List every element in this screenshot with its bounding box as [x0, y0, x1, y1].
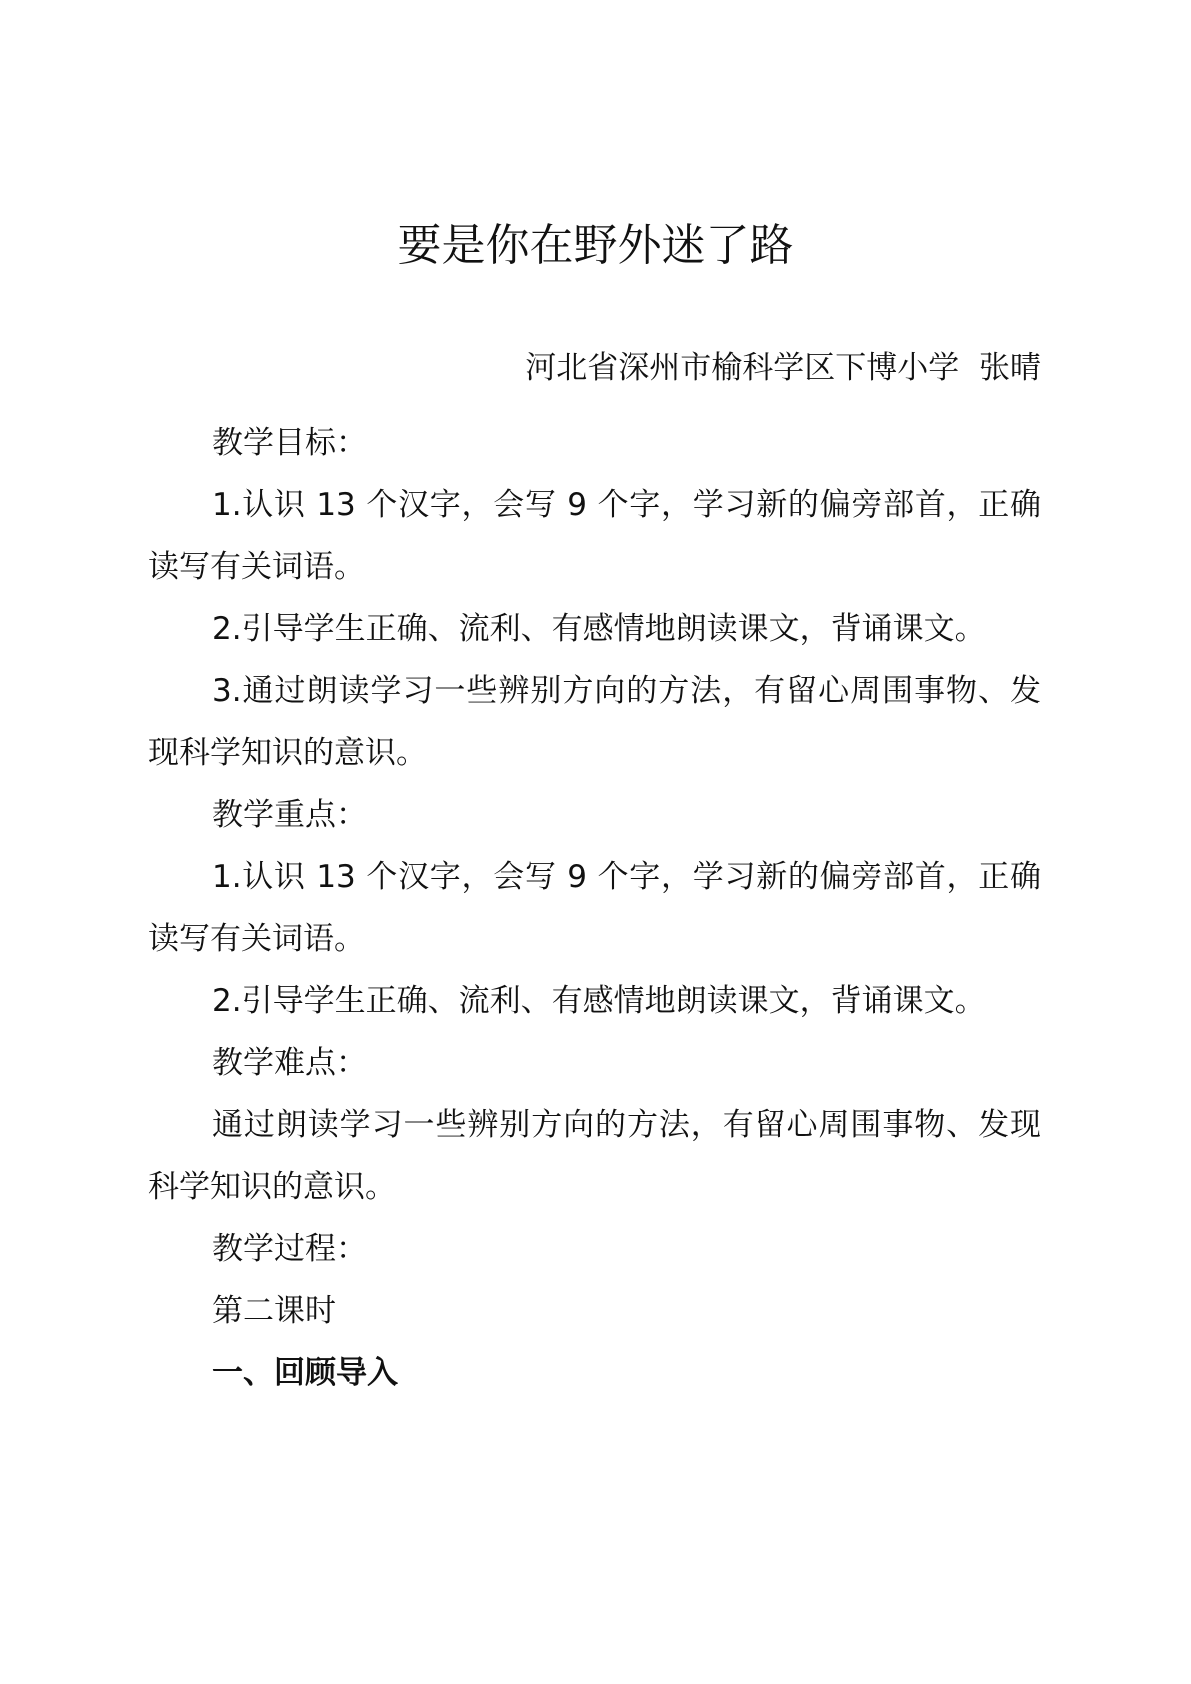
heading-key-points: 教学重点：	[212, 797, 367, 833]
objective-item: 3.通过朗读学习一些辨别方向的方法，有留心周围事物、发现科学知识的意识。	[148, 673, 1041, 771]
heading-objectives: 教学目标：	[212, 425, 367, 461]
heading-difficulties: 教学难点：	[212, 1045, 367, 1081]
difficulty-item: 通过朗读学习一些辨别方向的方法，有留心周围事物、发现科学知识的意识。	[148, 1107, 1041, 1205]
key-point-item: 2.引导学生正确、流利、有感情地朗读课文，背诵课文。	[212, 983, 986, 1019]
objective-item: 2.引导学生正确、流利、有感情地朗读课文，背诵课文。	[212, 611, 986, 647]
objective-item: 1.认识 13 个汉字，会写 9 个字，学习新的偏旁部首，正确读写有关词语。	[148, 487, 1041, 585]
document-body	[148, 412, 1041, 1404]
author-line: 河北省深州市榆科学区下博小学 张晴	[525, 350, 1041, 386]
section-heading: 一、回顾导入	[212, 1355, 398, 1391]
heading-process: 教学过程：	[212, 1231, 367, 1267]
key-point-item: 1.认识 13 个汉字，会写 9 个字，学习新的偏旁部首，正确读写有关词语。	[148, 859, 1041, 957]
document-title: 要是你在野外迷了路	[397, 220, 794, 271]
lesson-session: 第二课时	[212, 1293, 336, 1329]
